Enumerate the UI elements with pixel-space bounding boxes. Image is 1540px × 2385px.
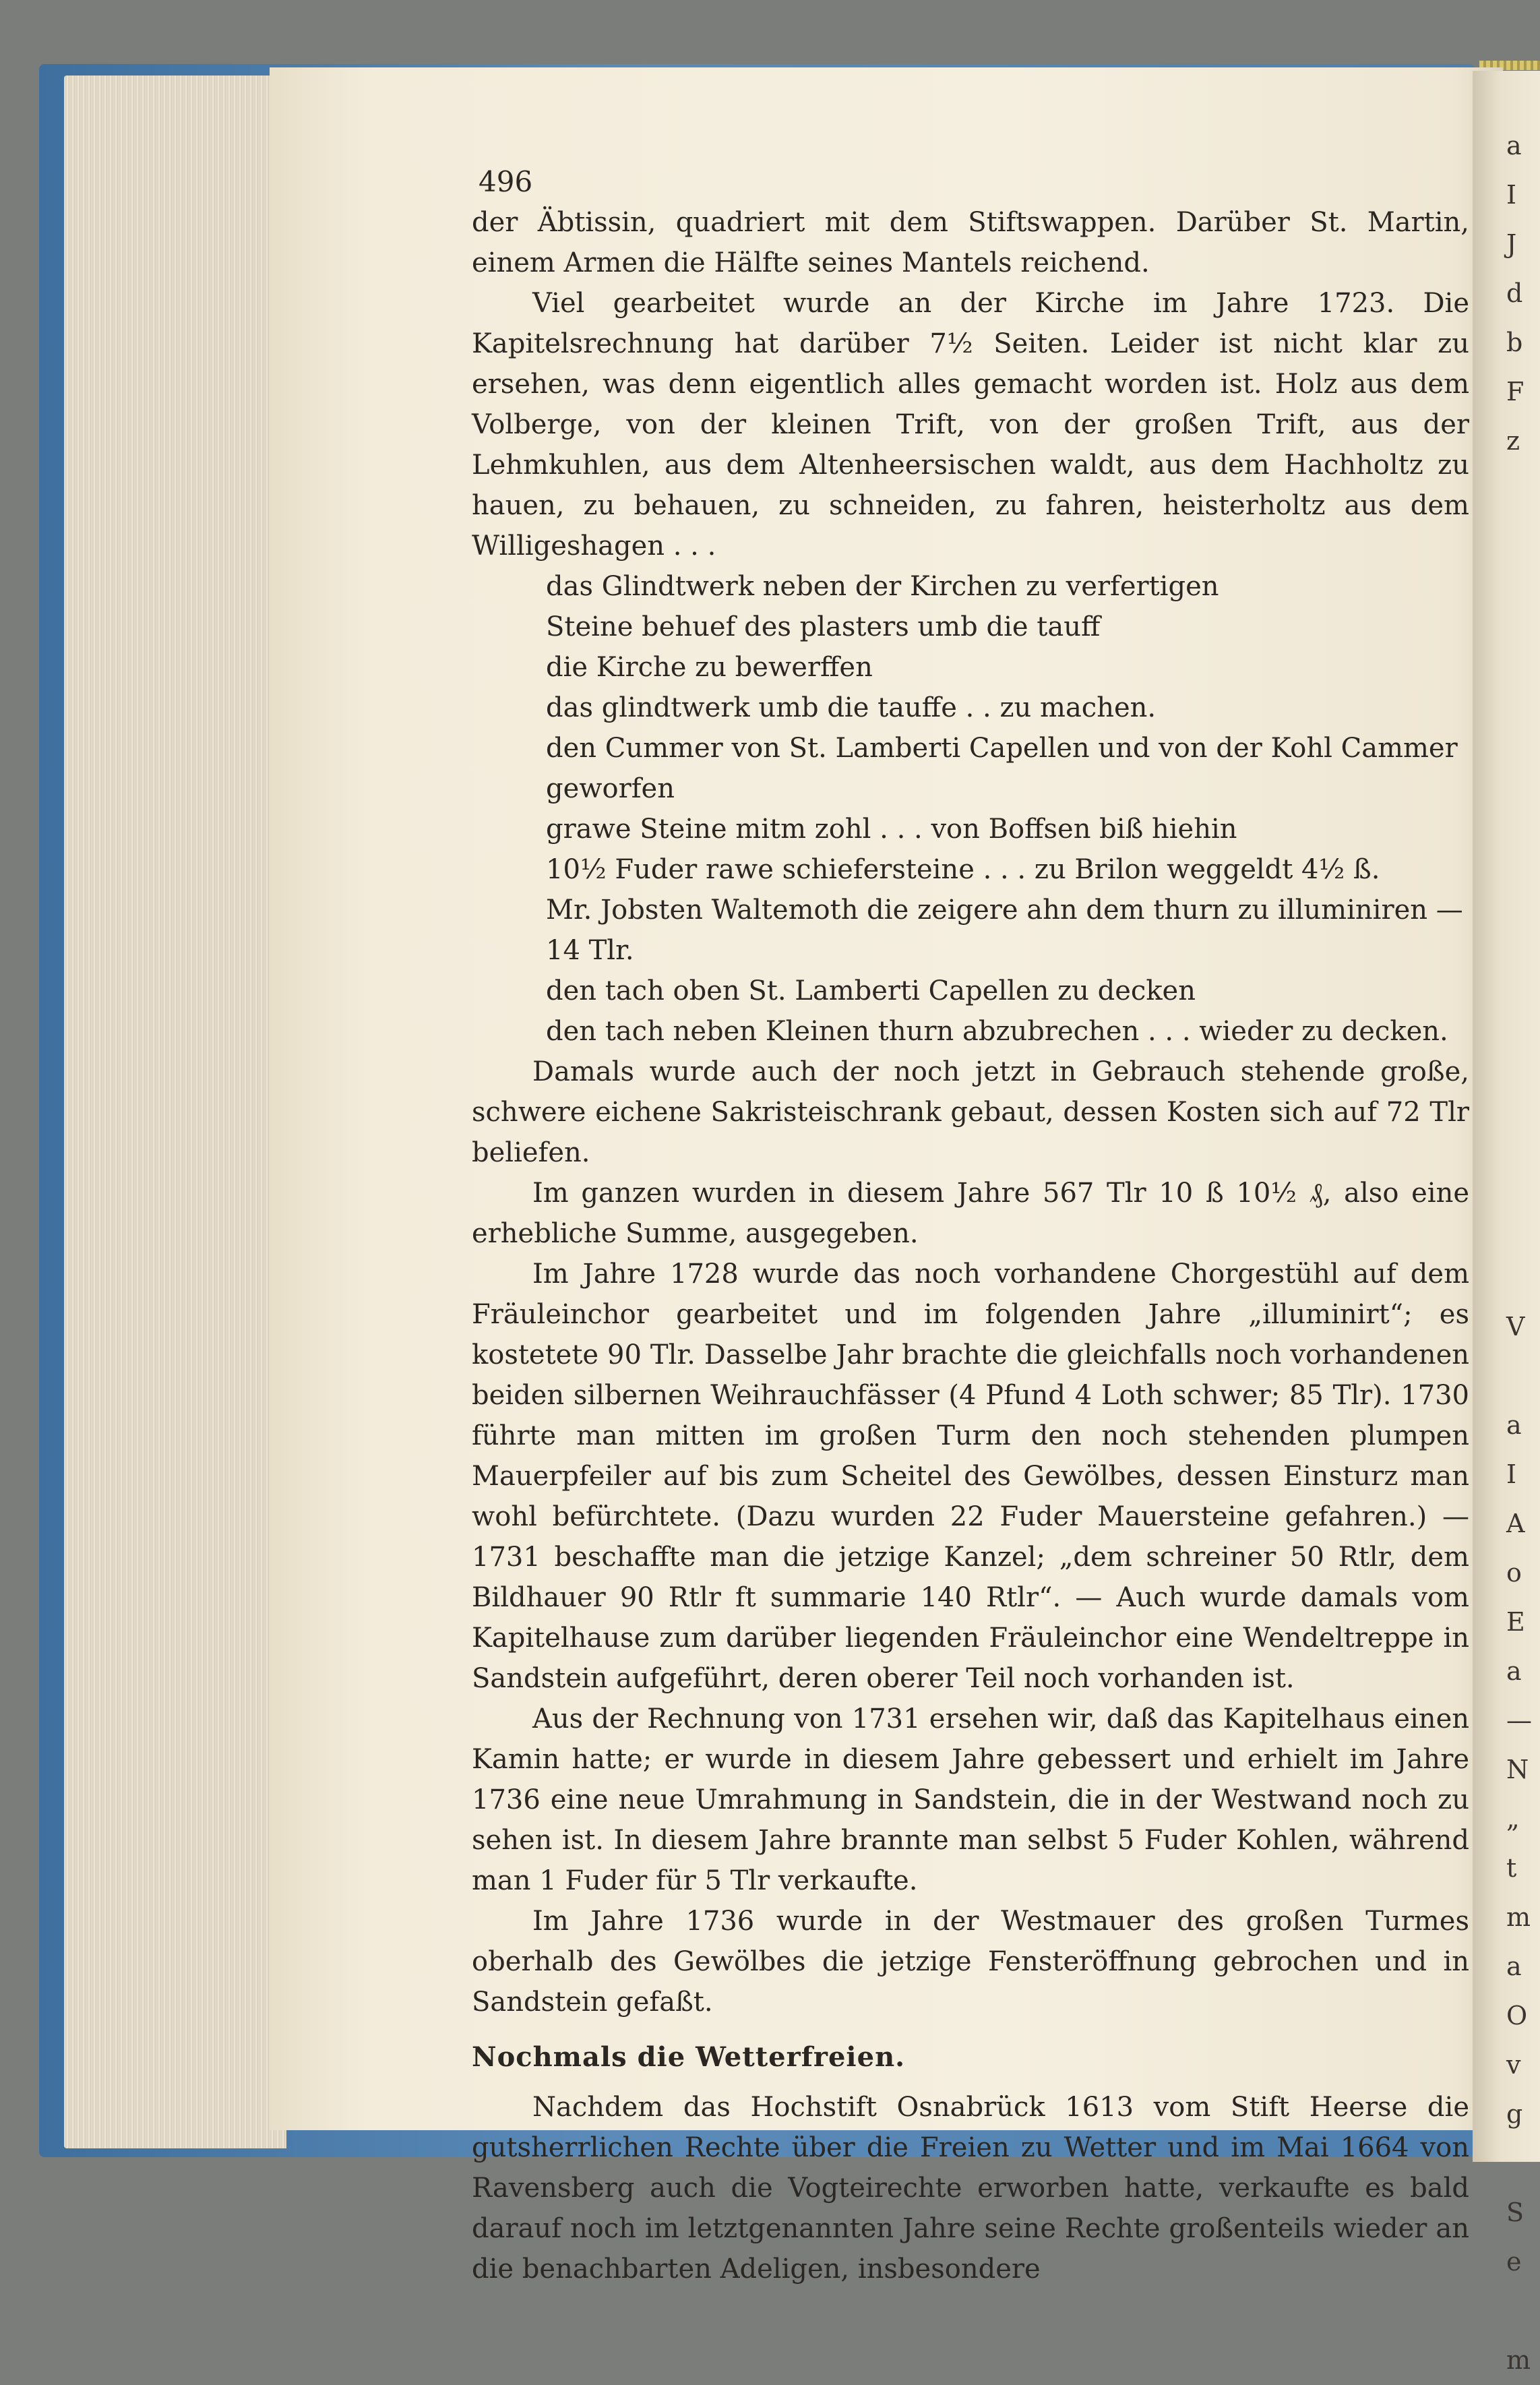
list-item: den Cummer von St. Lamberti Capellen und von der Kohl Cammer geworfen: [546, 733, 1458, 804]
page-number: 496: [479, 165, 533, 198]
paragraph: Im Jahre 1736 wurde in der Westmauer des großen Turmes oberhalb des Gewölbes die jetzige Fensteröffnung gebrochen und in Sandstein gefaßt.: [472, 1906, 1469, 2018]
paragraph: Nachdem das Hochstift Osnabrück 1613 vom Stift Heerse die gutsherrlichen Rechte über die Freien zu Wetter und im Mai 1664 von Ravensberg auch die Vogteirechte erworben hatte, verkaufte es bald darauf noch im letztgenannten Jahre seine Rechte großenteils wieder an die benachbarten Adeligen, insbesondere: [472, 2092, 1469, 2285]
paragraph: Im ganzen wurden in diesem Jahre 567 Tlr 10 ß 10½ ₰, also eine erhebliche Summe, ausgegeben.: [472, 1178, 1469, 1249]
paragraph: der Äbtissin, quadriert mit dem Stiftswappen. Darüber St. Martin, einem Armen die Hälfte seines Mantels reichend.: [472, 207, 1469, 278]
list-item: das Glindtwerk neben der Kirchen zu verfertigen: [546, 571, 1219, 602]
paragraph: Im Jahre 1728 wurde das noch vorhandene Chorgestühl auf dem Fräuleinchor gearbeitet und im folgenden Jahre „illuminirt“; es kostetete 90 Tlr. Dasselbe Jahr brachte die gleichfalls noch vorhandenen beiden silbernen Weihrauchfässer (4 Pfund 4 Loth schwer; 85 Tlr). 1730 führte man mitten im großen Turm den noch stehenden plumpen Mauerpfeiler auf bis zum Scheitel des Gewölbes, dessen Einsturz man wohl befürchtete. (Dazu wurden 22 Fuder Mauersteine gefahren.) — 1731 beschaffte man die jetzige Kanzel; „dem schreiner 50 Rtlr, dem Bildhauer 90 Rtlr ft summarie 140 Rtlr“. — Auch wurde damals vom Kapitelhause zum darüber liegenden Fräuleinchor eine Wendeltreppe in Sandstein aufgeführt, deren oberer Teil noch vorhanden ist.: [472, 1259, 1469, 1694]
list-item: Steine behuef des plasters umb die tauff: [546, 611, 1101, 642]
list-item: den tach neben Kleinen thurn abzubrechen . . . wieder zu decken.: [546, 1016, 1448, 1047]
paragraph: Viel gearbeitet wurde an der Kirche im Jahre 1723. Die Kapitelsrechnung hat darüber 7½ Seiten. Leider ist nicht klar zu ersehen, was denn eigentlich alles gemacht worden ist. Holz aus dem Volberge, von der kleinen Trift, von der großen Trift, aus der Lehmkuhlen, aus dem Altenheersischen waldt, aus dem Hachholtz zu hauen, zu behauen, zu schneiden, zu fahren, heisterholtz aus dem Willigeshagen . . .: [472, 288, 1469, 562]
list-item: 10½ Fuder rawe schiefersteine . . . zu Brilon weggeldt 4½ ß.: [546, 854, 1380, 885]
list-item: das glindtwerk umb die tauffe . . zu machen.: [546, 692, 1157, 723]
account-excerpt: [472, 566, 1469, 1052]
facing-page-text: a I J d b F z V a I A o E a — N „ t m a O v g S e m: [1506, 131, 1532, 2375]
paragraph: Aus der Rechnung von 1731 ersehen wir, daß das Kapitelhaus einen Kamin hatte; er wurde in diesem Jahre gebessert und erhielt im Jahre 1736 eine neue Umrahmung in Sandstein, die in der Westwand noch zu sehen ist. In diesem Jahre brannte man selbst 5 Fuder Kohlen, während man 1 Fuder für 5 Tlr verkaufte.: [472, 1703, 1469, 1896]
list-item: Mr. Jobsten Waltemoth die zeigere ahn dem thurn zu illuminiren — 14 Tlr.: [546, 895, 1463, 966]
list-item: die Kirche zu bewerffen: [546, 652, 873, 683]
list-item: grawe Steine mitm zohl . . . von Boffsen biß hiehin: [546, 814, 1237, 845]
list-item: den tach oben St. Lamberti Capellen zu decken: [546, 975, 1196, 1006]
page-body: [472, 202, 1469, 2289]
page-edges: [64, 76, 286, 2148]
paragraph: Damals wurde auch der noch jetzt in Gebrauch stehende große, schwere eichene Sakristeischrank gebaut, dessen Kosten sich auf 72 Tlr beliefen.: [472, 1056, 1469, 1168]
section-heading: Nochmals die Wetterfreien.: [472, 2041, 906, 2073]
